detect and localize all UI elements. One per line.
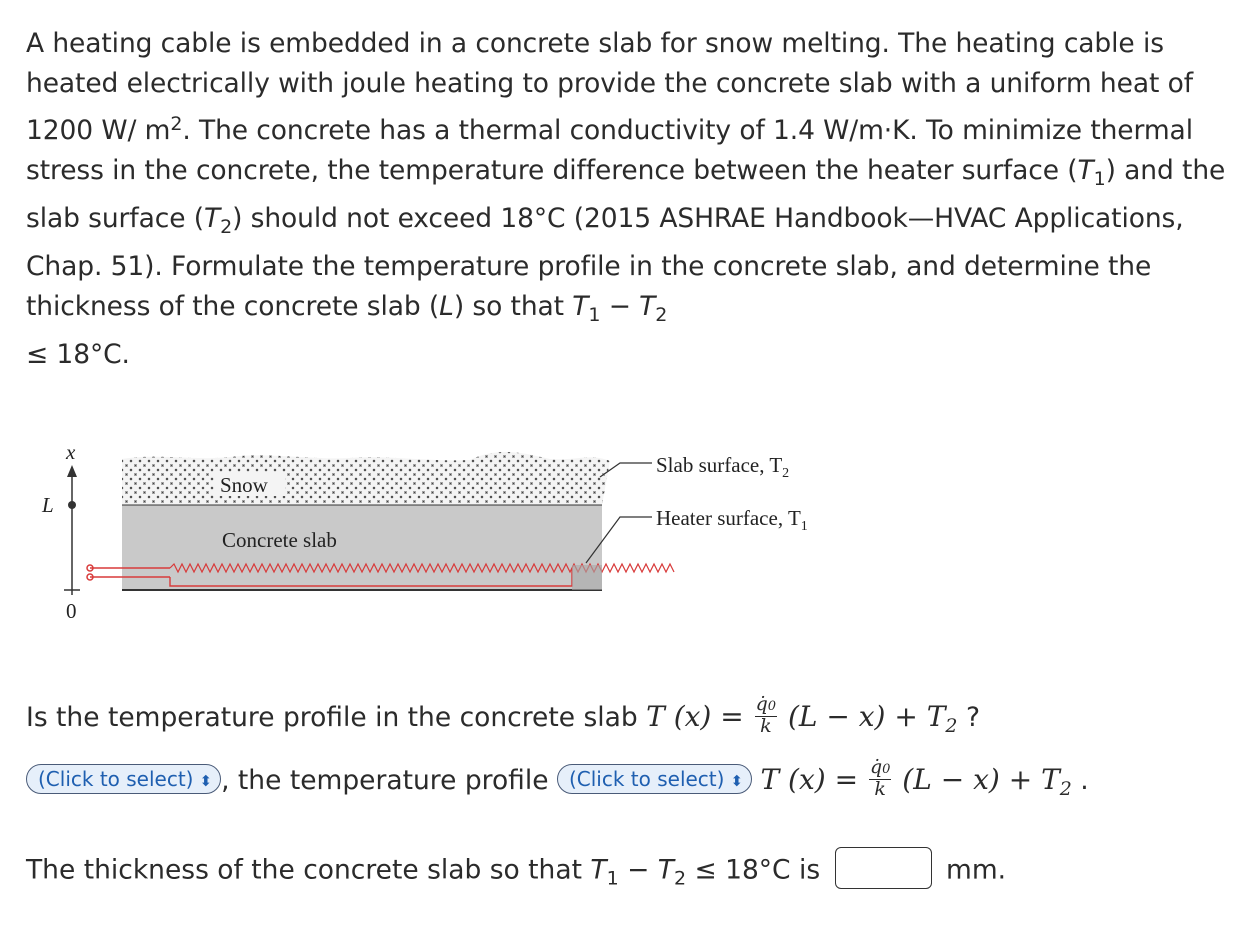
question-two: The thickness of the concrete slab so that $T_1 - T_2 \le 18^\circ C$ is mm. — [26, 850, 1006, 892]
answer-row: (Click to select) ⬍ , the temperature profile (Click to select) ⬍ T (x) = $\frac{q̇0}{k}$ $(L - x) + T_2$ . — [26, 761, 1089, 802]
concrete-slab — [122, 505, 602, 590]
zero-tick-label: 0 — [66, 599, 77, 623]
x-axis-label: x — [66, 440, 76, 464]
heater-surface-label: Heater surface, $T_1$ — [656, 506, 808, 534]
l-tick-label: L — [42, 493, 54, 517]
slab-surface-label: Slab surface, $T_2$ — [656, 453, 790, 481]
thickness-input[interactable] — [835, 847, 932, 889]
problem-statement: A heating cable is embedded in a concrete slab for snow melting. The heating cable is heated electrically with joule heating to provide the concrete slab with a uniform heat of 1200 W/ $m^2$. The concrete has a thermal conductivity of 1.4 W/m·K. To minimize thermal stress in the concrete, the temperature difference between the heater surface $(T_1)$ and the slab surface $(T_2)$ should not exceed 18°C (2015 ASHRAE Handbook—HVAC Applications, Chap. 51). Formulate the temperature profile in the concrete slab, and determine the thickness of the concrete slab (L) so that $T_1 - T_2$ ≤ 18°C. — [26, 28, 1226, 370]
slab-diagram — [30, 405, 850, 635]
equation-profile-repeat: T (x) = $\frac{q̇0}{k}$ $(L - x) + T_2$ — [760, 756, 1072, 800]
heater-zone — [572, 565, 602, 590]
chevron-updown-icon: ⬍ — [730, 771, 744, 790]
snow-layer — [122, 452, 610, 505]
is-isnot-select[interactable]: (Click to select) ⬍ — [557, 764, 752, 794]
l-marker — [68, 501, 76, 509]
equation-profile: T (x) = $\frac{q̇0}{k}$ $(L - x) + T_2$ — [646, 693, 958, 737]
yes-no-select[interactable]: (Click to select) ⬍ — [26, 764, 221, 794]
concrete-slab-label: Concrete slab — [222, 528, 337, 552]
x-axis-arrow — [67, 465, 77, 477]
snow-label: Snow — [220, 473, 268, 497]
chevron-updown-icon: ⬍ — [199, 771, 213, 790]
question-one: Is the temperature profile in the concrete slab T (x) = $\frac{q̇0}{k}$ $(L - x) + T_2$ ? — [26, 693, 981, 737]
